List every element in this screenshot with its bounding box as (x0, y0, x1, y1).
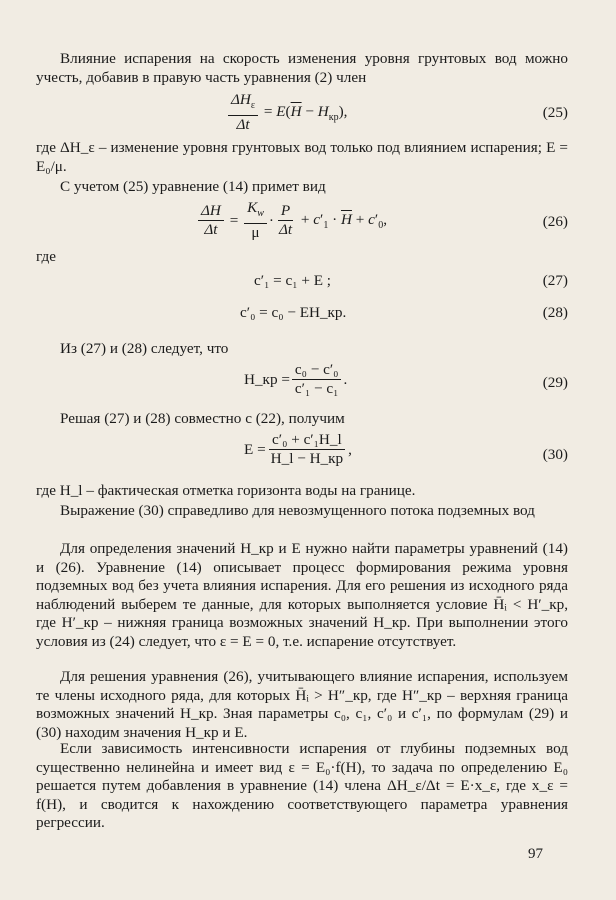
paragraph-4-text: где (36, 248, 56, 265)
equation-30: E = $\frac{\text{c′₀ + c′₁H\_l}}{H\_l - H\_кр}$ , (30) (244, 431, 568, 467)
equation-30-lhs: E = (244, 440, 266, 458)
paragraph-9 (36, 540, 568, 652)
equation-30-denominator: H_l − H_кр (270, 450, 344, 467)
equation-29-lhs: H_кр = (244, 370, 290, 388)
paragraph-8 (36, 502, 568, 521)
paragraph-5 (36, 340, 568, 359)
equation-30-number: (30) (542, 446, 568, 463)
paragraph-8-text: Выражение (30) справедливо для невозмущенного потока подземных вод (60, 502, 535, 519)
paragraph-4 (36, 248, 568, 267)
paragraph-11-text: Если зависимость интенсивности испарения от глубины подземных вод существенно нелинейна и имеет вид ε = E₀·f(H), то задача по определению E₀ решается путем добавления в уравнение (14) члена ΔH_ε/Δt = E·x_ε, где x_ε = f(H), и сводится к нахождению соответствующего параметра уравнения регрессии. (36, 740, 568, 832)
equation-27-text: c′₁ = c₁ + E ; (254, 272, 332, 289)
paragraph-9-text: Для определения значений H_кр и E нужно найти параметры уравнений (14) и (26). Уравнение (14) описывает процесс формирования режима уровня подземных вод без учета влияния испарения. Для его решения из исходного ряда наблюдений выберем те данные, для которых выполняется условие H̄ᵢ < H′_кр, где H′_кр – нижняя граница возможных значений H_кр. При выполнении этого условия из (24) следует, что ε = E = 0, т.е. испарение отсутствует. (36, 540, 568, 650)
equation-29-number: (29) (542, 374, 568, 391)
paragraph-3 (36, 178, 568, 197)
equation-29: H_кр = $\frac{\text{c₀ − c′₀}}{\text{c′₁ − c₁}}$ . (29) (244, 361, 568, 397)
equation-26-number: (26) (542, 213, 568, 230)
paragraph-7 (36, 482, 568, 501)
paragraph-6-text: Решая (27) и (28) совместно с (22), получим (60, 410, 345, 427)
paragraph-11 (36, 740, 568, 833)
paragraph-1-text: Влияние испарения на скорость изменения уровня грунтовых вод можно учесть, добавив в правую часть уравнения (2) член (36, 50, 568, 86)
equation-27-number: (27) (542, 272, 568, 289)
equation-29-denominator: c′₁ − c₁ (294, 380, 339, 397)
equation-28 (36, 304, 568, 326)
equation-26: $\frac{\Delta H}{\Delta t}$ = $\frac{K_w}{\mu}$ · $\frac{P}{\Delta t}$ + $c'_1 \cdot \overline{H} + c'_0$, (26) (36, 200, 568, 246)
paragraph-6 (36, 410, 568, 429)
equation-28-number: (28) (542, 304, 568, 321)
equation-27 (36, 272, 568, 294)
paragraph-2-text: где ΔH_ε – изменение уровня грунтовых вод только под влиянием испарения; E = E₀/μ. (36, 139, 568, 175)
paragraph-1 (36, 50, 568, 87)
paragraph-3-text: С учетом (25) уравнение (14) примет вид (60, 178, 326, 195)
equation-25: $\frac{\Delta H_\varepsilon}{\Delta t}$ = $E(\overline{H} - H_{кр})$, (25) (36, 92, 568, 136)
paragraph-10 (36, 668, 568, 742)
paragraph-7-text: где H_l – фактическая отметка горизонта воды на границе. (36, 482, 416, 499)
paragraph-5-text: Из (27) и (28) следует, что (60, 340, 229, 357)
equation-30-numerator: c′₀ + c′₁H_l (269, 432, 345, 450)
equation-28-text: c′₀ = c₀ − EH_кр. (240, 304, 347, 321)
paragraph-2 (36, 139, 568, 176)
equation-29-numerator: c₀ − c′₀ (292, 362, 342, 380)
page-number: 97 (528, 846, 543, 862)
equation-25-number: (25) (542, 104, 568, 121)
paragraph-10-text: Для решения уравнения (26), учитывающего влияние испарения, используем те члены исходного ряда, для которых H̄ᵢ > H″_кр, где H″_кр – верхняя граница возможных значений H_кр. Зная параметры c₀, c₁, c′₀ и c′₁, по формулам (29) и (30) находим значения H_кр и E. (36, 668, 568, 741)
